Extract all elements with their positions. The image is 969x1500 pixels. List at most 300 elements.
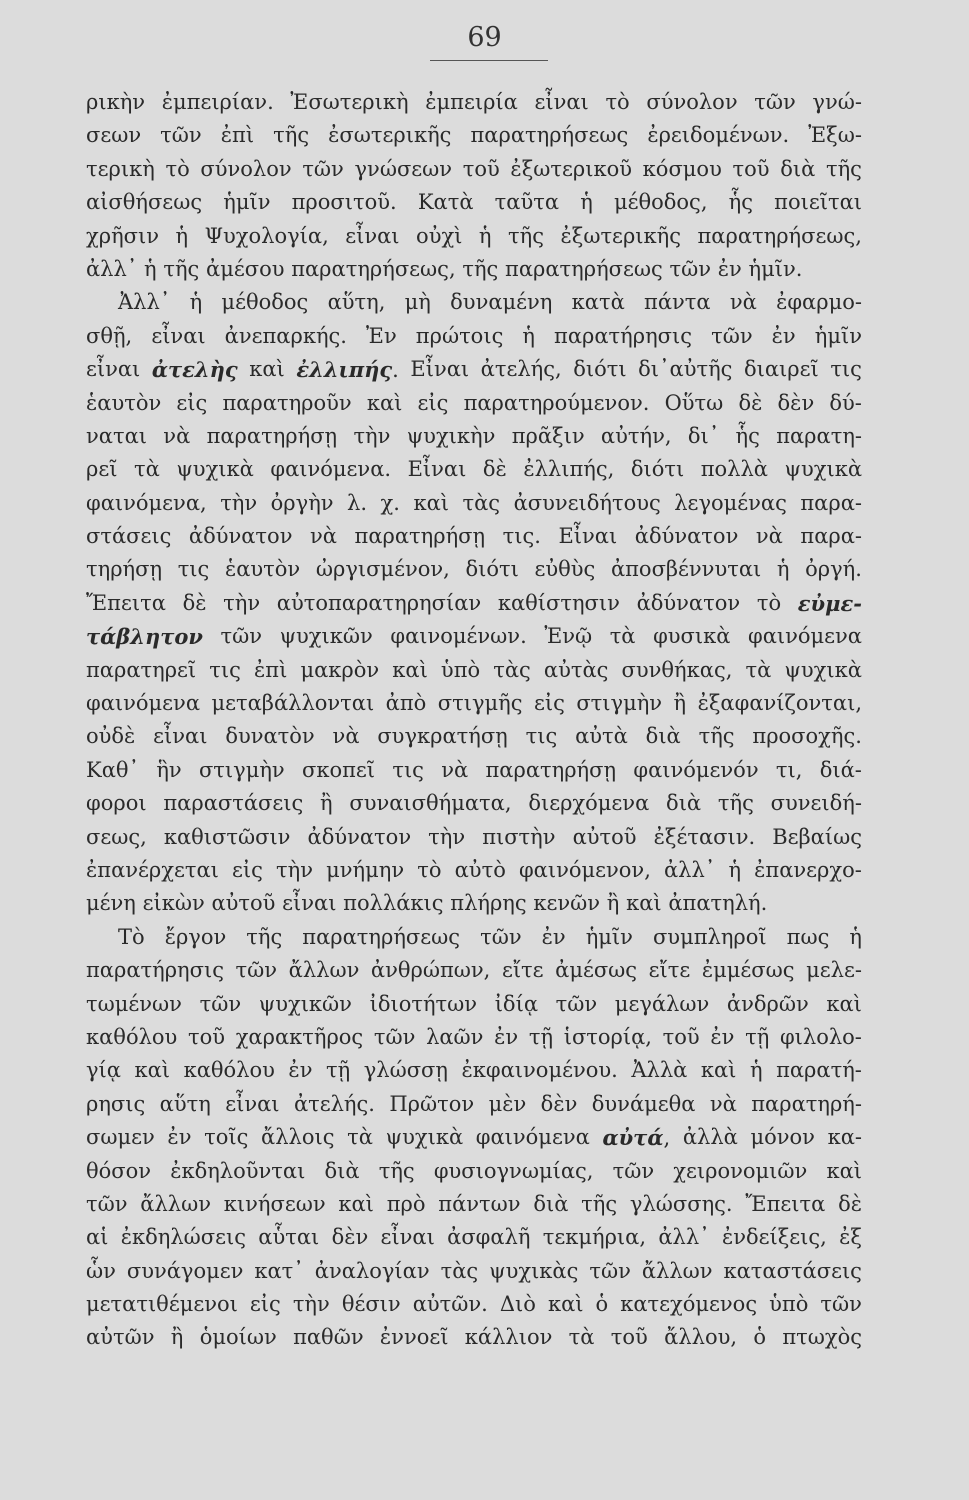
word: ὧν: [86, 1258, 116, 1283]
word: παρατηρήσῃ: [206, 423, 338, 448]
word: παρατήρησις: [86, 958, 224, 983]
word: τεκμήρια,: [542, 1225, 647, 1250]
word: τὰ: [745, 657, 772, 682]
page-number: 69: [467, 22, 502, 53]
word: διότι: [573, 357, 627, 382]
word: Ἐσωτερικὴ: [290, 90, 409, 114]
word: διὰ: [645, 724, 681, 749]
word: Ἐν: [366, 323, 397, 348]
word: τῆς: [717, 791, 754, 816]
word: δὲν: [331, 1225, 369, 1250]
word: αἰσθήσεως: [86, 190, 203, 215]
text-line: [86, 687, 862, 720]
word: πιστὴν: [482, 824, 556, 849]
word: τὸ: [605, 90, 630, 114]
word: τῶν: [589, 1258, 631, 1283]
word: ἡ: [749, 1058, 763, 1083]
word: κινήσεων: [223, 1191, 326, 1216]
word: ἧς: [735, 423, 760, 448]
word: τωμένων: [86, 991, 182, 1016]
word: τις: [209, 657, 241, 682]
word: αἱ: [86, 1225, 109, 1250]
word: κατεχόμενος: [620, 1292, 758, 1317]
word: ἐπὶ: [254, 657, 288, 682]
word: τῆς: [163, 256, 200, 281]
word: τῶν: [612, 1158, 655, 1183]
word: ἰδίᾳ: [494, 991, 538, 1016]
word: σεων: [86, 123, 142, 148]
word: φαινόμενόν: [633, 757, 759, 782]
word: ὑπὸ: [440, 657, 481, 682]
word: ψυχικὰ: [385, 1125, 464, 1150]
word: τοῖς: [204, 1125, 249, 1150]
word: μέθοδος: [221, 290, 309, 315]
word: ὀργή.: [805, 557, 862, 582]
word: φαινόμενα.: [270, 457, 392, 482]
word: στάσεις: [86, 524, 172, 549]
word: τοῦ: [732, 156, 770, 181]
word: χαρακτῆρος: [235, 1024, 364, 1049]
word: τις: [525, 724, 558, 749]
word: σκοπεῖ: [302, 757, 376, 782]
text-line: [86, 587, 862, 620]
word: τὰ: [568, 1325, 595, 1350]
word: εἴτε: [501, 958, 544, 983]
word: πως: [786, 924, 830, 949]
text-line: [86, 620, 862, 653]
word: γλώσσῃ: [363, 1058, 448, 1083]
word: ἐλλιπής.: [296, 353, 399, 386]
emphasized-term: αὐτά: [602, 1125, 664, 1151]
word: στιγμῆς: [437, 691, 523, 716]
word: ψυχικῶν: [279, 624, 373, 649]
text-line: [86, 553, 862, 586]
word: Εἶναι: [558, 524, 618, 549]
word: ἀδύνατον: [636, 590, 741, 615]
word: ἑαυτὸν: [86, 390, 162, 415]
word: τῶν: [199, 991, 242, 1016]
text-line: [86, 320, 862, 353]
word: φαινόμενα: [475, 1125, 590, 1150]
word: πρᾶξιν: [511, 423, 585, 448]
text-line: [86, 153, 862, 186]
word: καταστάσεις: [723, 1258, 862, 1283]
word: ἡ: [144, 256, 157, 281]
emphasized-term: ἀτελὴς: [151, 357, 238, 383]
word: αὐτὰ: [575, 724, 628, 749]
text-line: [86, 253, 862, 286]
word: τῶν: [820, 1292, 862, 1317]
word: ἀδύνατον: [188, 524, 293, 549]
word: τῶν: [480, 924, 522, 949]
word: καὶ: [826, 1158, 862, 1183]
word: καὶ: [826, 991, 862, 1016]
word: μένη: [86, 891, 136, 916]
word: στιγμὴν: [576, 691, 663, 716]
word: ἐσωτερικῆς: [328, 123, 452, 148]
word: ψυχικὰς: [489, 1258, 579, 1283]
word: δι᾽: [687, 423, 720, 448]
word: τις: [177, 557, 210, 582]
word: πρὸ: [386, 1191, 426, 1216]
word: τῶν: [373, 1024, 416, 1049]
word: φοροι: [86, 791, 147, 816]
word: παρα-: [800, 524, 862, 549]
text-line: [86, 1321, 862, 1354]
word: τῶν: [220, 624, 263, 649]
word: Ἀλλ᾽: [118, 290, 171, 315]
word: καὶ: [338, 1191, 374, 1216]
word: ἧς: [728, 190, 753, 215]
word: ἐν: [710, 1024, 735, 1049]
word: παρατηρούμενον.: [463, 390, 650, 415]
word: ἀνθρώπων,: [370, 958, 491, 983]
word: ὑπὸ: [769, 1292, 809, 1317]
word: δι᾽αὐτῆς: [638, 357, 733, 382]
text-line: [86, 220, 862, 253]
word: συνθήκας,: [621, 657, 733, 682]
word: ἀσφαλῆ: [447, 1225, 531, 1250]
word: φαινομένων.: [390, 624, 527, 649]
word: ἡ: [849, 924, 862, 949]
word: γίᾳ: [86, 1058, 121, 1083]
word: ἀδύνατον: [307, 824, 412, 849]
word: παρα-: [800, 490, 862, 515]
word: ἐν: [771, 323, 796, 348]
word: νὰ: [163, 423, 191, 448]
word: Εἶναι: [410, 357, 470, 382]
word: ἐπανέρχεται: [86, 857, 219, 882]
word: τὰς: [440, 1258, 479, 1283]
word: ἐπὶ: [220, 123, 255, 148]
word: τὸ: [756, 590, 782, 615]
word: ἀνδρῶν: [726, 991, 809, 1016]
word: ἄλλων: [288, 958, 360, 983]
word: συμπληροῖ: [652, 924, 767, 949]
word: μεταβάλλονται: [211, 691, 375, 716]
word: γνώσεων: [354, 156, 453, 181]
word: φαινόμενα: [747, 624, 862, 649]
word: τηρήσῃ: [86, 557, 163, 582]
word: αὗται: [258, 1225, 320, 1250]
word: ὁμοίων: [199, 1325, 277, 1350]
word: θόσον: [86, 1158, 152, 1183]
word: ἐφαρμο-: [776, 290, 862, 315]
word: εἰς: [176, 390, 208, 415]
word: πολλάκις: [343, 891, 444, 916]
word: φαινόμενα: [86, 691, 201, 716]
word: μνήμην: [326, 857, 405, 882]
word: καὶ: [392, 657, 428, 682]
word: δὲ: [738, 390, 763, 415]
word: τῆς: [273, 123, 310, 148]
word: παρατηρήσεως: [505, 256, 663, 281]
text-line: [86, 487, 862, 520]
word: κατὰ: [571, 290, 625, 315]
word: τῶν: [555, 991, 598, 1016]
word: νὰ: [755, 524, 783, 549]
word: Ἔπειτα: [745, 1191, 826, 1216]
text-line: [86, 954, 862, 987]
word: μετατιθέμενοι: [86, 1292, 238, 1317]
word: μεγάλων: [614, 991, 710, 1016]
word: δὲν: [777, 390, 815, 415]
word: πολλὰ: [700, 457, 768, 482]
word: τὴν: [276, 857, 313, 882]
word: εὐθὺς: [534, 557, 596, 582]
body-text: [86, 86, 862, 1355]
word: φιλολο-: [779, 1024, 862, 1049]
word: ὁ: [595, 1292, 609, 1317]
emphasized-term: τάβλητον: [86, 624, 203, 650]
word: ὀργὴν: [270, 490, 334, 515]
word: οὐδὲ: [86, 724, 136, 749]
word: τὰ: [134, 457, 160, 482]
word: λ.: [347, 490, 368, 515]
word: ἀναλογίαν: [314, 1258, 430, 1283]
word: προσοχῆς.: [752, 724, 862, 749]
word: ἰδιοτήτων: [369, 991, 478, 1016]
word: μέθοδος,: [613, 190, 708, 215]
word: δυναμένη: [450, 290, 553, 315]
word: τῇ: [745, 1024, 770, 1049]
word: γνώ-: [812, 90, 862, 114]
word: τῆς: [698, 724, 735, 749]
word: μὴ: [404, 290, 431, 315]
word: φυσιογνωμίας,: [433, 1158, 594, 1183]
word: Κατὰ: [417, 190, 474, 215]
word: παρατηρήσεως: [470, 123, 629, 148]
text-line: [86, 1221, 862, 1254]
word: νὰ: [729, 290, 757, 315]
word: παρατηρήσῃ: [485, 757, 617, 782]
word: εἰς: [417, 390, 449, 415]
word: τὸ: [417, 857, 442, 882]
word: τῆς: [462, 256, 499, 281]
word: ἀμέσως: [555, 958, 638, 983]
word: νὰ: [441, 757, 469, 782]
word: ἀλλ᾽: [86, 256, 138, 281]
word: εἶναι: [153, 724, 208, 749]
word: κόσμου: [642, 156, 722, 181]
word: παρατηρήσῃ: [354, 524, 486, 549]
word: διὰ: [780, 156, 816, 181]
word: ἣν: [156, 757, 182, 782]
word: τῶν: [235, 958, 278, 983]
word: [798, 587, 862, 620]
word: Ἔπειτα: [86, 590, 166, 615]
word: σεως,: [86, 824, 147, 849]
word: αὐτήν,: [600, 423, 672, 448]
word: κάλλιον: [464, 1325, 553, 1350]
word: ἄλλοις: [261, 1125, 335, 1150]
word: παρατηρήσεως,: [291, 256, 456, 281]
word: πάντων: [438, 1191, 521, 1216]
word: καὶ: [249, 357, 285, 382]
word: κα-: [827, 1125, 862, 1150]
word: τὴν: [220, 490, 258, 515]
word: ἐλλιπής,: [523, 457, 615, 482]
word: χειρονομιῶν: [673, 1158, 808, 1183]
word: Ἐνῷ: [544, 624, 593, 649]
word: πλήρης: [450, 891, 527, 916]
word: καὶ: [626, 891, 662, 916]
word: τοῦ: [610, 1325, 648, 1350]
word: αὕτη: [159, 1091, 211, 1116]
word: εἴτε: [648, 958, 691, 983]
word: διὰ: [324, 1158, 360, 1183]
word: καθόλου: [86, 1024, 178, 1049]
word: οὐχὶ: [416, 223, 463, 248]
word: τι,: [775, 757, 803, 782]
word: μόνον: [750, 1125, 815, 1150]
word: ἡ: [776, 557, 790, 582]
word: ἀλλ᾽: [658, 1225, 710, 1250]
text-line: [86, 1088, 862, 1121]
word: ἐρειδομένων.: [647, 123, 790, 148]
word: ὠργισμένον,: [315, 557, 450, 582]
word: ἢ: [673, 691, 687, 716]
word: καθιστῶσιν: [163, 824, 291, 849]
word: ἑαυτὸν: [224, 557, 301, 582]
word: συνάγομεν: [126, 1258, 244, 1283]
word: ἐκδηλώσεις: [120, 1225, 246, 1250]
word: τῇ: [326, 1058, 351, 1083]
word: Διὸ: [499, 1292, 536, 1317]
word: πάντα: [644, 290, 711, 315]
text-line: [86, 821, 862, 854]
word: θέσιν: [341, 1292, 401, 1317]
word: αὐτῶν: [86, 1325, 155, 1350]
word: δὲ: [182, 590, 207, 615]
word: παθῶν: [293, 1325, 364, 1350]
word: τερικὴ: [86, 156, 155, 181]
word: ἐν: [288, 1058, 313, 1083]
word: ἐν: [717, 256, 742, 281]
word: ἡμῖν: [223, 190, 271, 215]
word: καὶ: [547, 1292, 584, 1317]
word: ἡμῖν: [585, 924, 633, 949]
word: μελε-: [806, 958, 862, 983]
word: καθίστησιν: [497, 590, 620, 615]
word: εἶναι: [225, 1091, 280, 1116]
word: φυσικὰ: [653, 624, 731, 649]
word: νὰ: [709, 1091, 737, 1116]
word: ἐμπειρίαν.: [161, 90, 274, 114]
word: σύνολον: [200, 156, 292, 181]
word: τῶν: [302, 156, 344, 181]
word: ψυχικὰ: [784, 457, 862, 482]
word: μὲν: [488, 1091, 527, 1116]
word: τῶν: [711, 323, 753, 348]
word: ἐκφαινομένου.: [461, 1058, 618, 1083]
word: καὶ: [366, 390, 403, 415]
word: ἔργον: [164, 924, 227, 949]
text-line: [86, 988, 862, 1021]
word: ἀλλ᾽: [664, 857, 716, 882]
word: διότι: [465, 557, 519, 582]
word: ἡ: [478, 223, 492, 248]
text-line: [86, 1188, 862, 1221]
word: τὸ: [165, 156, 190, 181]
word: παρατή-: [776, 1058, 862, 1083]
word: ψυχικὰ: [784, 657, 862, 682]
word: τῆς: [378, 1158, 415, 1183]
word: δὲ: [838, 1191, 862, 1216]
word: ψυχικὴν: [406, 423, 496, 448]
word: ἄλλου,: [664, 1325, 738, 1350]
word: λεγομένας: [674, 490, 787, 515]
word: ἀπατηλή.: [668, 891, 768, 916]
word: τὴν: [292, 1292, 330, 1317]
word: τὰς: [493, 657, 531, 682]
word: αὐτοπαρατηρησίαν: [276, 590, 482, 615]
word: αὐτῶν.: [412, 1292, 488, 1317]
word: εἶναι: [86, 357, 141, 382]
word: ἡ: [175, 223, 189, 248]
word: ἐκδηλοῦνται: [170, 1158, 306, 1183]
word: Ψυχολογία,: [204, 223, 329, 248]
word: [86, 620, 203, 653]
text-line: [86, 86, 862, 119]
word: φαινόμενον,: [518, 857, 651, 882]
word: εἶναι: [534, 90, 589, 114]
text-line: [86, 887, 862, 920]
word: τοῦ: [187, 1024, 226, 1049]
word: δὲ: [482, 457, 507, 482]
word: ψυχικῶν: [258, 991, 352, 1016]
word: Βεβαίως: [772, 824, 862, 849]
word: ἡ: [522, 323, 535, 348]
word: ρικὴν: [86, 90, 146, 114]
word: τῶν: [86, 1191, 128, 1216]
word: παρατήρησις: [554, 323, 693, 348]
word: ἀποσβέννυται: [610, 557, 762, 582]
word: τοῦ: [662, 1024, 700, 1049]
word: καθόλου: [183, 1058, 275, 1083]
word: τὰ: [347, 1125, 373, 1150]
word: εἰς: [249, 1292, 281, 1317]
word: σωμεν: [86, 1125, 155, 1150]
text-line: [86, 520, 862, 553]
word: τὰς: [462, 490, 501, 515]
word: συναισθήματα,: [349, 791, 512, 816]
word: ἢ: [170, 1325, 184, 1350]
word: Πρῶτον: [389, 1091, 475, 1116]
word: ἐξωτερικῆς: [560, 223, 681, 248]
word: γλώσσης.: [629, 1191, 733, 1216]
word: τῆς: [825, 156, 862, 181]
word: λαῶν: [426, 1024, 484, 1049]
word: δὲν: [540, 1091, 578, 1116]
word: τῆς: [581, 1191, 618, 1216]
word: αὕτη,: [327, 290, 386, 315]
text-line: [86, 1121, 862, 1154]
word: ρεῖ: [86, 457, 118, 482]
word: Οὕτω: [664, 390, 724, 415]
word: ὁ: [753, 1325, 766, 1350]
word: διερχόμενα: [528, 791, 650, 816]
word: ἢ: [320, 791, 333, 816]
word: σύνολον: [646, 90, 738, 114]
word: ἐννοεῖ: [379, 1325, 449, 1350]
word: παραστάσεις: [163, 791, 304, 816]
word: νὰ: [310, 524, 337, 549]
word: ἄλλων: [641, 1258, 713, 1283]
text-line: [86, 1255, 862, 1288]
word: παρατηροῦν: [222, 390, 352, 415]
word: κατ᾽: [254, 1258, 304, 1283]
